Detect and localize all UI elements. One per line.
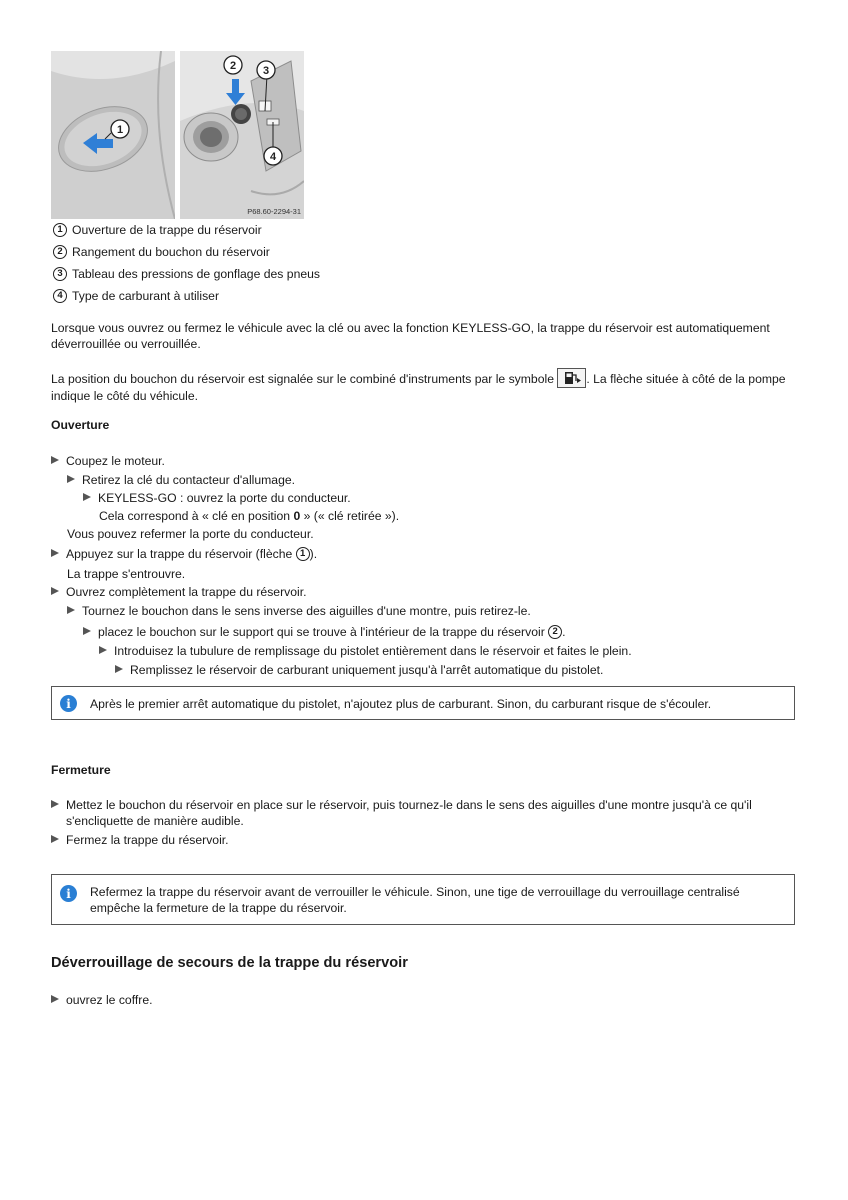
step-text: Remplissez le réservoir de carburant uniquement jusqu'à l'arrêt automatique du pistolet. [130, 663, 604, 677]
fuel-pump-icon [557, 368, 586, 388]
step-note-text: » (« clé retirée »). [300, 509, 400, 523]
step-item [51, 453, 165, 469]
callout-1-icon [111, 120, 129, 138]
intro-paragraph-1: Lorsque vous ouvrez ou fermez le véhicule avec la clé ou avec la fonction KEYLESS-GO, la trappe du réservoir est automatiquement déverrouillée ou verrouillée. [51, 321, 770, 351]
legend-item [53, 243, 270, 261]
bullet-triangle-icon [51, 995, 59, 1003]
info-text: Refermez la trappe du réservoir avant de verrouiller le véhicule. Sinon, une tige de verrouillage du verrouillage centralisé empêche la fermeture de la trappe du réservoir. [90, 885, 740, 915]
fuel-filler-flap-figure [51, 51, 304, 219]
step-text: Tournez le bouchon dans le sens inverse des aiguilles d'une montre, puis retirez-le. [82, 604, 531, 618]
callout-number: 1 [296, 547, 310, 561]
step-text: Appuyez sur la trappe du réservoir (flèche 1 ). [66, 547, 318, 561]
step-item [83, 624, 566, 640]
bullet-triangle-icon [67, 606, 75, 614]
bullet-triangle-icon [51, 800, 59, 808]
fuel-filler-illustration [51, 51, 304, 219]
step-item [83, 490, 351, 506]
bullet-triangle-icon [99, 646, 107, 654]
step-item [51, 832, 229, 848]
svg-text:1: 1 [116, 124, 124, 136]
step-note: La trappe s'entrouvre. [67, 567, 186, 581]
step-item [67, 603, 531, 619]
legend-item [53, 221, 262, 239]
step-text: Coupez le moteur. [66, 454, 165, 468]
step-text: ouvrez le coffre. [66, 993, 153, 1007]
intro-paragraph-2 [51, 368, 796, 404]
section-heading-secours: Déverrouillage de secours de la trappe du réservoir [51, 955, 408, 971]
step-item [51, 584, 306, 600]
callout-2-icon [224, 56, 242, 74]
callout-number: 4 [53, 289, 67, 303]
legend-item [53, 265, 320, 283]
bullet-triangle-icon [83, 627, 91, 635]
legend-item [53, 287, 219, 305]
step-text: Introduisez la tubulure de remplissage du pistolet entièrement dans le réservoir et faites le plein. [114, 644, 632, 658]
section-heading-ouverture: Ouverture [51, 418, 110, 432]
legend-text: Ouverture de la trappe du réservoir [72, 223, 262, 237]
info-box [51, 686, 795, 720]
callout-number: 1 [53, 223, 67, 237]
step-item [99, 643, 632, 659]
bullet-triangle-icon [51, 456, 59, 464]
step-text: placez le bouchon sur le support qui se trouve à l'intérieur de la trappe du réservoir 2 . [98, 625, 566, 639]
info-box [51, 874, 795, 925]
section-heading-fermeture: Fermeture [51, 763, 111, 777]
bullet-triangle-icon [51, 587, 59, 595]
callout-number: 3 [53, 267, 67, 281]
legend-text: Type de carburant à utiliser [72, 289, 220, 303]
step-note: Vous pouvez refermer la porte du conducteur. [67, 527, 314, 541]
step-text: Ouvrez complètement la trappe du réservoir. [66, 585, 307, 599]
svg-text:2: 2 [229, 60, 237, 72]
callout-number: 2 [548, 625, 562, 639]
intro-paragraph-2-end: . La flèche située à côté de la pompe indique le côté du véhicule. [51, 372, 786, 403]
step-item [115, 662, 603, 678]
svg-text:3: 3 [262, 65, 270, 77]
callout-number: 2 [53, 245, 67, 259]
callout-3-icon [257, 61, 275, 79]
bullet-triangle-icon [115, 665, 123, 673]
bullet-triangle-icon [83, 493, 91, 501]
svg-text:4: 4 [269, 151, 277, 163]
step-item [67, 472, 295, 488]
step-note-text: Cela correspond à « clé en position [99, 509, 294, 523]
step-text: Mettez le bouchon du réservoir en place sur le réservoir, puis tournez-le dans le sens des aiguilles d'une montre jusqu'à ce qu'il s'encliquette de manière audible. [66, 798, 752, 828]
bullet-triangle-icon [67, 475, 75, 483]
info-icon: i [60, 885, 77, 902]
legend-text: Tableau des pressions de gonflage des pneus [72, 267, 320, 281]
bullet-triangle-icon [51, 549, 59, 557]
intro-paragraph-2-start: La position du bouchon du réservoir est signalée sur le combiné d'instruments par le symbole [51, 372, 554, 386]
legend-text: Rangement du bouchon du réservoir [72, 245, 270, 259]
step-text: KEYLESS-GO : ouvrez la porte du conducteur. [98, 491, 351, 505]
step-item [51, 546, 317, 562]
figure-code: P68.60-2294-31 [247, 207, 301, 216]
info-text: Après le premier arrêt automatique du pistolet, n'ajoutez plus de carburant. Sinon, du carburant risque de s'écouler. [90, 697, 712, 711]
info-icon: i [60, 695, 77, 712]
step-item [51, 797, 796, 829]
step-note [99, 508, 399, 524]
step-item [51, 992, 153, 1008]
step-note-bold: 0 [293, 509, 301, 523]
step-text: Fermez la trappe du réservoir. [66, 833, 229, 847]
bullet-triangle-icon [51, 835, 59, 843]
step-text: Retirez la clé du contacteur d'allumage. [82, 473, 296, 487]
callout-4-icon [264, 147, 282, 165]
